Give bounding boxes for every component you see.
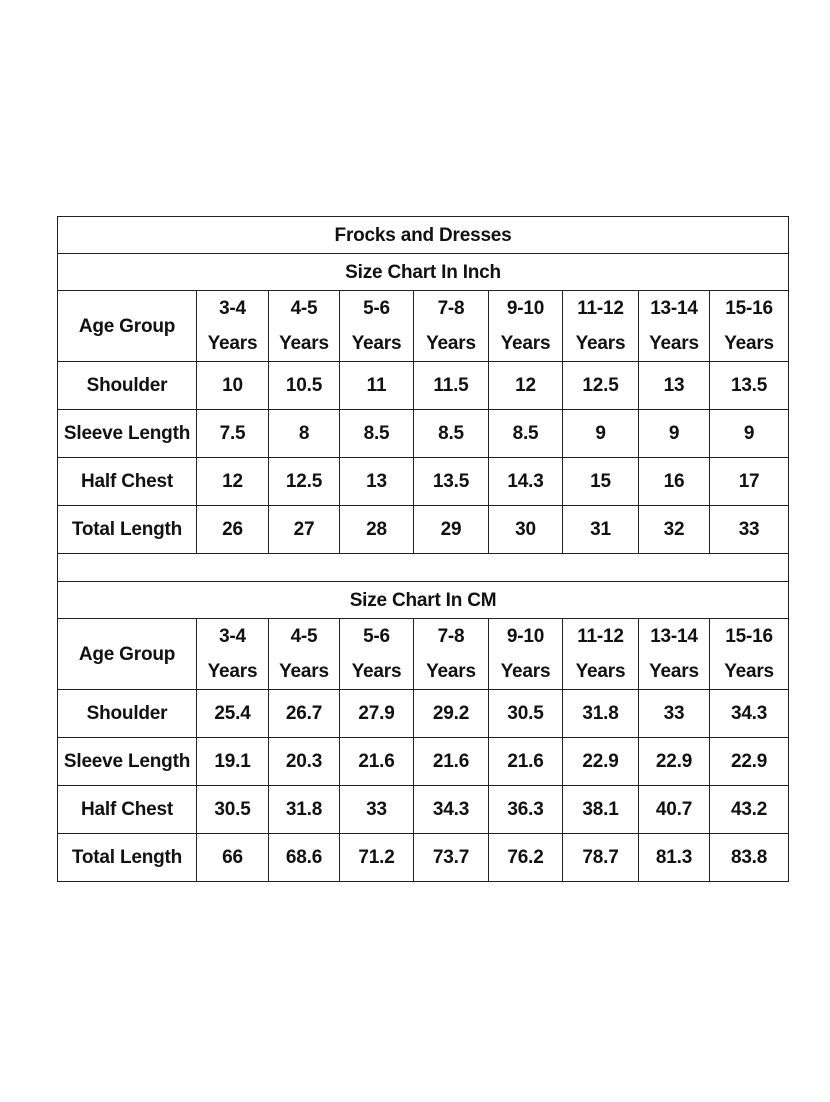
measurement-value: 16: [639, 458, 710, 506]
age-range: 13-14: [650, 626, 698, 647]
age-range: 11-12: [577, 626, 624, 647]
measurement-value: 13: [340, 458, 414, 506]
measurement-value: 34.3: [710, 690, 789, 738]
measurement-value: 8: [269, 410, 340, 458]
measurement-value: 10: [197, 362, 269, 410]
section-spacer-row: [58, 554, 789, 582]
table-row: [58, 738, 789, 786]
age-unit: Years: [575, 333, 626, 354]
age-range: 15-16: [725, 626, 773, 647]
measurement-value: 22.9: [639, 738, 710, 786]
cm-age-group-row: [58, 619, 789, 690]
measurement-value: 22.9: [710, 738, 789, 786]
measurement-label: Sleeve Length: [58, 738, 197, 786]
measurement-value: 25.4: [197, 690, 269, 738]
age-header-cell: [563, 291, 639, 362]
measurement-value: 73.7: [414, 834, 489, 882]
measurement-value: 21.6: [414, 738, 489, 786]
cm-heading-row: [58, 582, 789, 619]
age-unit: Years: [279, 661, 329, 682]
measurement-value: 9: [710, 410, 789, 458]
measurement-label: Shoulder: [58, 362, 197, 410]
measurement-value: 33: [710, 506, 789, 554]
age-header-cell: [340, 291, 414, 362]
measurement-label: Half Chest: [58, 786, 197, 834]
age-unit: Years: [724, 333, 774, 354]
age-unit: Years: [724, 661, 774, 682]
age-range: 3-4: [219, 626, 246, 647]
age-range: 11-12: [577, 298, 624, 319]
measurement-value: 76.2: [489, 834, 563, 882]
age-header-cell: [269, 619, 340, 690]
age-header-cell: [340, 619, 414, 690]
measurement-value: 13.5: [414, 458, 489, 506]
measurement-value: 27.9: [340, 690, 414, 738]
age-unit: Years: [207, 661, 258, 682]
measurement-value: 81.3: [639, 834, 710, 882]
measurement-label: Shoulder: [58, 690, 197, 738]
measurement-value: 71.2: [340, 834, 414, 882]
measurement-value: 11.5: [414, 362, 489, 410]
inch-age-group-row: [58, 291, 789, 362]
measurement-value: 31.8: [563, 690, 639, 738]
age-unit: Years: [351, 661, 402, 682]
age-unit: Years: [649, 333, 699, 354]
measurement-value: 7.5: [197, 410, 269, 458]
measurement-value: 17: [710, 458, 789, 506]
measurement-value: 15: [563, 458, 639, 506]
age-unit: Years: [649, 661, 699, 682]
measurement-value: 30: [489, 506, 563, 554]
age-range: 9-10: [506, 626, 545, 647]
age-header-cell: [563, 619, 639, 690]
table-row: [58, 410, 789, 458]
measurement-label: Total Length: [58, 834, 197, 882]
measurement-value: 34.3: [414, 786, 489, 834]
age-unit: Years: [500, 333, 551, 354]
age-header-cell: [639, 291, 710, 362]
measurement-value: 12: [197, 458, 269, 506]
measurement-label: Half Chest: [58, 458, 197, 506]
age-unit: Years: [351, 333, 402, 354]
measurement-value: 13.5: [710, 362, 789, 410]
measurement-value: 13: [639, 362, 710, 410]
measurement-value: 12: [489, 362, 563, 410]
age-header-cell: [489, 619, 563, 690]
age-range: 7-8: [437, 626, 465, 647]
age-unit: Years: [279, 333, 329, 354]
age-header-cell: [710, 619, 789, 690]
measurement-value: 9: [639, 410, 710, 458]
measurement-value: 8.5: [489, 410, 563, 458]
age-range: 5-6: [363, 626, 390, 647]
age-header-cell: [197, 291, 269, 362]
age-range: 9-10: [506, 298, 545, 319]
measurement-value: 20.3: [269, 738, 340, 786]
age-range: 7-8: [437, 298, 465, 319]
age-unit: Years: [575, 661, 626, 682]
age-header-cell: [414, 619, 489, 690]
measurement-value: 30.5: [197, 786, 269, 834]
measurement-value: 31: [563, 506, 639, 554]
size-chart-body: [58, 217, 789, 882]
age-header-cell: [639, 619, 710, 690]
inch-heading-row: [58, 254, 789, 291]
age-range: 13-14: [650, 298, 698, 319]
measurement-value: 22.9: [563, 738, 639, 786]
age-group-label: Age Group: [58, 619, 197, 690]
measurement-value: 21.6: [340, 738, 414, 786]
age-unit: Years: [500, 661, 551, 682]
inch-section-heading: Size Chart In Inch: [58, 254, 789, 291]
age-unit: Years: [426, 333, 476, 354]
table-row: [58, 506, 789, 554]
measurement-value: 12.5: [563, 362, 639, 410]
measurement-value: 14.3: [489, 458, 563, 506]
measurement-value: 83.8: [710, 834, 789, 882]
age-header-cell: [489, 291, 563, 362]
measurement-value: 29.2: [414, 690, 489, 738]
age-range: 4-5: [290, 626, 318, 647]
age-header-cell: [414, 291, 489, 362]
measurement-value: 43.2: [710, 786, 789, 834]
age-header-cell: [197, 619, 269, 690]
table-row: [58, 690, 789, 738]
measurement-value: 29: [414, 506, 489, 554]
measurement-value: 12.5: [269, 458, 340, 506]
age-range: 3-4: [219, 298, 246, 319]
measurement-label: Total Length: [58, 506, 197, 554]
measurement-value: 78.7: [563, 834, 639, 882]
measurement-value: 36.3: [489, 786, 563, 834]
section-spacer: [58, 554, 789, 582]
age-header-cell: [710, 291, 789, 362]
measurement-value: 19.1: [197, 738, 269, 786]
age-unit: Years: [207, 333, 258, 354]
measurement-value: 28: [340, 506, 414, 554]
measurement-value: 11: [340, 362, 414, 410]
size-chart-table: [57, 216, 789, 882]
age-header-cell: [269, 291, 340, 362]
measurement-value: 26.7: [269, 690, 340, 738]
age-range: 15-16: [725, 298, 773, 319]
table-row: [58, 786, 789, 834]
measurement-value: 68.6: [269, 834, 340, 882]
measurement-value: 27: [269, 506, 340, 554]
age-range: 5-6: [363, 298, 390, 319]
measurement-value: 33: [639, 690, 710, 738]
measurement-value: 38.1: [563, 786, 639, 834]
measurement-value: 40.7: [639, 786, 710, 834]
age-group-label: Age Group: [58, 291, 197, 362]
measurement-value: 21.6: [489, 738, 563, 786]
table-row: [58, 834, 789, 882]
measurement-value: 31.8: [269, 786, 340, 834]
measurement-value: 8.5: [414, 410, 489, 458]
measurement-label: Sleeve Length: [58, 410, 197, 458]
measurement-value: 26: [197, 506, 269, 554]
measurement-value: 30.5: [489, 690, 563, 738]
table-row: [58, 458, 789, 506]
measurement-value: 32: [639, 506, 710, 554]
measurement-value: 66: [197, 834, 269, 882]
measurement-value: 10.5: [269, 362, 340, 410]
measurement-value: 8.5: [340, 410, 414, 458]
measurement-value: 9: [563, 410, 639, 458]
table-row: [58, 362, 789, 410]
age-unit: Years: [426, 661, 476, 682]
age-range: 4-5: [290, 298, 318, 319]
chart-title: Frocks and Dresses: [58, 217, 789, 254]
cm-section-heading: Size Chart In CM: [58, 582, 789, 619]
measurement-value: 33: [340, 786, 414, 834]
